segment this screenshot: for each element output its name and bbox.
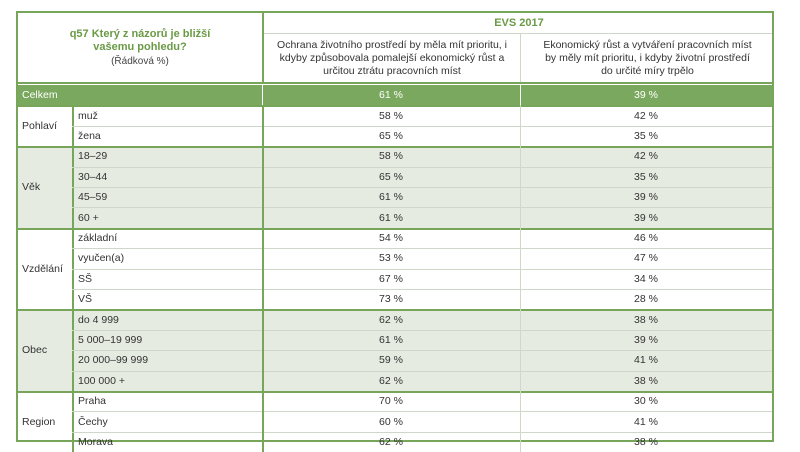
group-label: Region [22, 415, 56, 428]
row-value-economy: 42 % [634, 109, 658, 122]
row-value-environment: 67 % [379, 272, 403, 285]
row-label: SŠ [78, 272, 93, 285]
row-label: 45–59 [78, 191, 108, 204]
row-label: 30–44 [78, 170, 108, 183]
row-value-environment: 53 % [379, 252, 403, 265]
question-subtitle: (Řádková %) [111, 56, 169, 67]
row-label: žena [78, 129, 101, 142]
value-split-line [520, 391, 521, 452]
label-col-line [262, 228, 264, 310]
label-col-line [262, 391, 264, 452]
row-value-environment: 58 % [379, 109, 403, 122]
group-label: Vzdělání [22, 262, 63, 275]
column-header-economy: Ekonomický růst a vytváření pracovních míst by měly mít prioritu, i kdyby životní prostředí do určité míry trpělo [543, 38, 752, 77]
row-value-environment: 62 % [379, 313, 403, 326]
question-header-cell [18, 13, 262, 82]
row-label: muž [78, 109, 98, 122]
row-value-economy: 42 % [634, 150, 658, 163]
label-col-line [262, 105, 264, 146]
column-header-environment: Ochrana životního prostředí by měla mít prioritu, i kdyby způsobovala pomalejší ekonomický růst a určitou ztrátu pracovních míst [277, 38, 507, 77]
total-split-line [262, 85, 263, 105]
row-value-environment: 70 % [379, 395, 403, 408]
row-label: 18–29 [78, 150, 108, 163]
row-value-economy: 47 % [634, 252, 658, 265]
group-label: Pohlaví [22, 119, 58, 132]
row-value-environment: 61 % [379, 191, 403, 204]
row-value-environment: 62 % [379, 374, 403, 387]
row-value-environment: 73 % [379, 293, 403, 306]
row-value-economy: 38 % [634, 435, 658, 448]
value-split-line [520, 105, 521, 146]
row-value-economy: 34 % [634, 272, 658, 285]
row-label: Čechy [78, 415, 108, 428]
row-value-environment: 65 % [379, 129, 403, 142]
row-value-economy: 41 % [634, 354, 658, 367]
survey-divider [264, 33, 772, 34]
row-label: 100 000 + [78, 374, 126, 387]
row-label: 5 000–19 999 [78, 333, 143, 346]
row-label: 60 + [78, 211, 99, 224]
header-split-line [262, 13, 264, 82]
row-label: vyučen(a) [78, 252, 125, 265]
row-value-economy: 30 % [634, 395, 658, 408]
row-value-environment: 54 % [379, 231, 403, 244]
row-value-environment: 60 % [379, 415, 403, 428]
question-text: q57 Který z názorů je bližší vašemu pohledu? [69, 28, 211, 53]
total-value-environment: 61 % [379, 89, 403, 102]
total-value-economy: 39 % [634, 89, 658, 102]
row-value-economy: 41 % [634, 415, 658, 428]
value-split-line [520, 146, 521, 228]
row-value-environment: 61 % [379, 333, 403, 346]
row-value-economy: 39 % [634, 191, 658, 204]
survey-header: EVS 2017 [494, 17, 544, 29]
row-value-economy: 39 % [634, 211, 658, 224]
colhdr-split-line [520, 34, 521, 82]
row-value-economy: 38 % [634, 313, 658, 326]
label-col-line [262, 309, 264, 391]
row-value-environment: 65 % [379, 170, 403, 183]
row-label: Morava [78, 435, 114, 448]
row-value-environment: 61 % [379, 211, 403, 224]
row-value-environment: 62 % [379, 435, 403, 448]
row-label: 20 000–99 999 [78, 354, 149, 367]
value-split-line [520, 228, 521, 310]
row-label: základní [78, 231, 118, 244]
row-value-economy: 38 % [634, 374, 658, 387]
total-label: Celkem [22, 89, 58, 102]
row-label: do 4 999 [78, 313, 119, 326]
header-divider [18, 82, 772, 84]
group-label: Obec [22, 344, 48, 357]
row-value-environment: 59 % [379, 354, 403, 367]
group-label: Věk [22, 180, 41, 193]
group-col-line [72, 391, 74, 452]
row-value-economy: 35 % [634, 129, 658, 142]
row-value-economy: 35 % [634, 170, 658, 183]
row-value-economy: 28 % [634, 293, 658, 306]
row-label: Praha [78, 395, 107, 408]
total-split-line-2 [520, 85, 521, 105]
label-col-line [262, 146, 264, 228]
row-value-economy: 46 % [634, 231, 658, 244]
row-value-economy: 39 % [634, 333, 658, 346]
row-value-environment: 58 % [379, 150, 403, 163]
results-table [16, 11, 774, 448]
row-label: VŠ [78, 293, 93, 306]
value-split-line [520, 309, 521, 391]
